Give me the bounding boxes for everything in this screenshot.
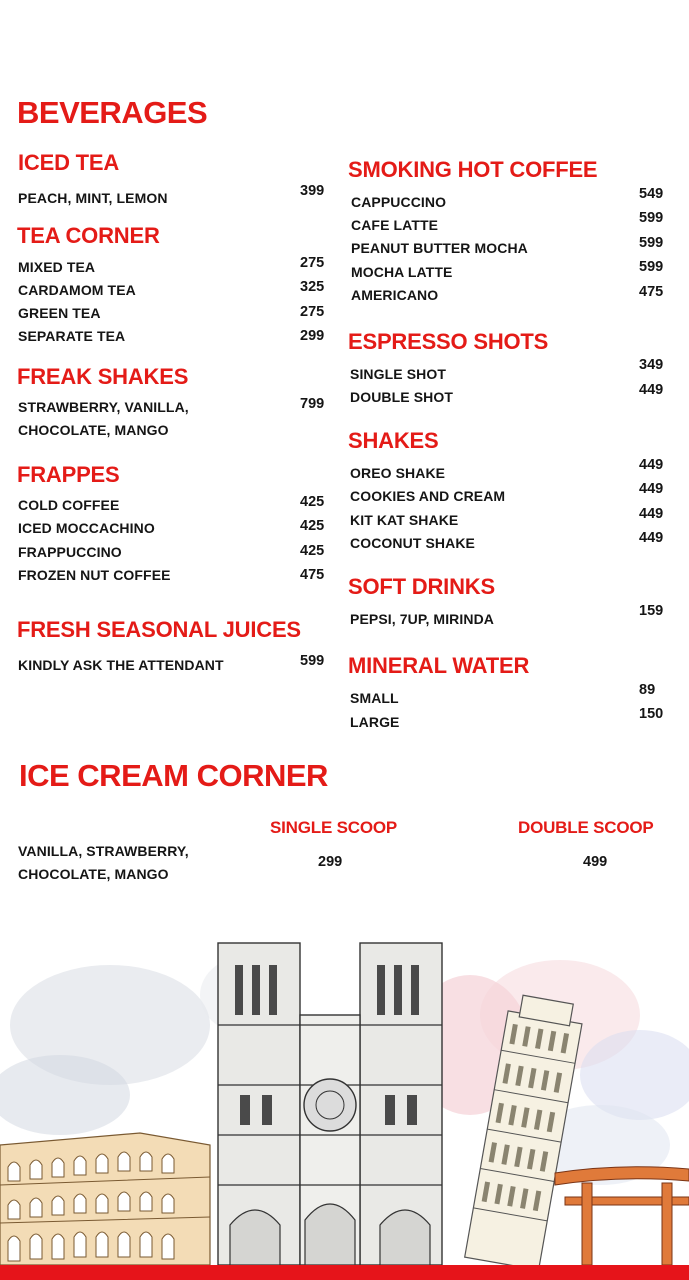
menu-item-name: PEACH, MINT, LEMON: [18, 190, 168, 206]
menu-item-name: MIXED TEA: [18, 259, 96, 275]
menu-item-name: COOKIES AND CREAM: [350, 488, 506, 504]
section-title-smoking-hot-coffee: SMOKING HOT COFFEE: [348, 157, 598, 182]
menu-item-price: 599: [639, 210, 664, 226]
single-scoop-price: 299: [318, 854, 343, 870]
menu-item-price: 325: [300, 279, 325, 295]
double-scoop-price: 499: [583, 854, 608, 870]
menu-item-name: KINDLY ASK THE ATTENDANT: [18, 657, 224, 673]
menu-item-price: 159: [639, 603, 664, 619]
menu-item-price: 275: [300, 255, 325, 271]
notre-dame-icon: [218, 943, 442, 1265]
column-header-double-scoop: DOUBLE SCOOP: [518, 818, 654, 837]
menu-item-price: 549: [639, 186, 664, 202]
menu-item-name: FRAPPUCCINO: [18, 544, 122, 560]
menu-item-price: 275: [300, 304, 325, 320]
column-header-single-scoop: SINGLE SCOOP: [270, 818, 398, 837]
menu-item-name-line1: STRAWBERRY, VANILLA,: [18, 399, 189, 415]
menu-item-name: SINGLE SHOT: [350, 366, 446, 382]
menu-item-name: SEPARATE TEA: [18, 328, 126, 344]
menu-item-name: ICED MOCCACHINO: [18, 520, 155, 536]
menu-item-price: 475: [300, 567, 325, 583]
menu-item-name-line2: CHOCOLATE, MANGO: [18, 422, 169, 438]
menu-item-price: 425: [300, 543, 325, 559]
menu-item-price: 475: [639, 284, 664, 300]
menu-item-price: 425: [300, 494, 325, 510]
menu-item-price: 349: [639, 357, 664, 373]
menu-item-name: OREO SHAKE: [350, 465, 446, 481]
menu-item-name: LARGE: [350, 714, 400, 730]
menu-item-name: CAFE LATTE: [351, 217, 439, 233]
menu-item-name: MOCHA LATTE: [351, 264, 453, 280]
menu-item-name: PEANUT BUTTER MOCHA: [351, 240, 528, 256]
menu-item-price: 599: [300, 653, 325, 669]
section-title-espresso-shots: ESPRESSO SHOTS: [348, 329, 549, 354]
menu-item-price: 449: [639, 481, 664, 497]
menu-item-price: 449: [639, 530, 664, 546]
menu-item-price: 599: [639, 235, 664, 251]
menu-item-price: 425: [300, 518, 325, 534]
section-title-frappes: FRAPPES: [17, 462, 120, 487]
menu-item-name: DOUBLE SHOT: [350, 389, 453, 405]
menu-item-price: 599: [639, 259, 664, 275]
menu-item-price: 449: [639, 382, 664, 398]
menu-item-name: COLD COFFEE: [18, 497, 120, 513]
menu-item-price: 399: [300, 183, 325, 199]
menu-item-name: PEPSI, 7UP, MIRINDA: [350, 611, 495, 627]
menu-item-name: CARDAMOM TEA: [18, 282, 136, 298]
section-title-mineral-water: MINERAL WATER: [348, 653, 530, 678]
menu-item-name: FROZEN NUT COFFEE: [18, 567, 171, 583]
menu-item-name: COCONUT SHAKE: [350, 535, 475, 551]
section-title-soft-drinks: SOFT DRINKS: [348, 574, 495, 599]
beverages-title: BEVERAGES: [17, 95, 208, 130]
section-title-iced-tea: ICED TEA: [18, 150, 120, 175]
section-title-shakes: SHAKES: [348, 428, 439, 453]
menu-item-price: 150: [639, 706, 664, 722]
menu-item-price: 449: [639, 506, 664, 522]
menu-item-name: GREEN TEA: [18, 305, 101, 321]
colosseum-icon: [0, 1133, 210, 1265]
menu-item-price: 799: [300, 396, 325, 412]
menu-item-price: 449: [639, 457, 664, 473]
menu-item-name: SMALL: [350, 690, 399, 706]
menu-item-name: CAPPUCCINO: [351, 194, 447, 210]
section-title-freak-shakes: FREAK SHAKES: [17, 364, 189, 389]
menu-item-price: 89: [639, 682, 656, 698]
landmarks-illustration: [0, 905, 689, 1280]
menu-item-name-line2: CHOCOLATE, MANGO: [18, 866, 169, 882]
ice-cream-title: ICE CREAM CORNER: [19, 758, 328, 793]
menu-item-name: KIT KAT SHAKE: [350, 512, 459, 528]
section-title-fresh-seasonal-juices: FRESH SEASONAL JUICES: [17, 617, 301, 642]
footer-red-bar: [0, 1265, 689, 1280]
menu-item-price: 299: [300, 328, 325, 344]
menu-item-name: AMERICANO: [351, 287, 439, 303]
menu-item-name-line1: VANILLA, STRAWBERRY,: [18, 843, 189, 859]
section-title-tea-corner: TEA CORNER: [17, 223, 160, 248]
